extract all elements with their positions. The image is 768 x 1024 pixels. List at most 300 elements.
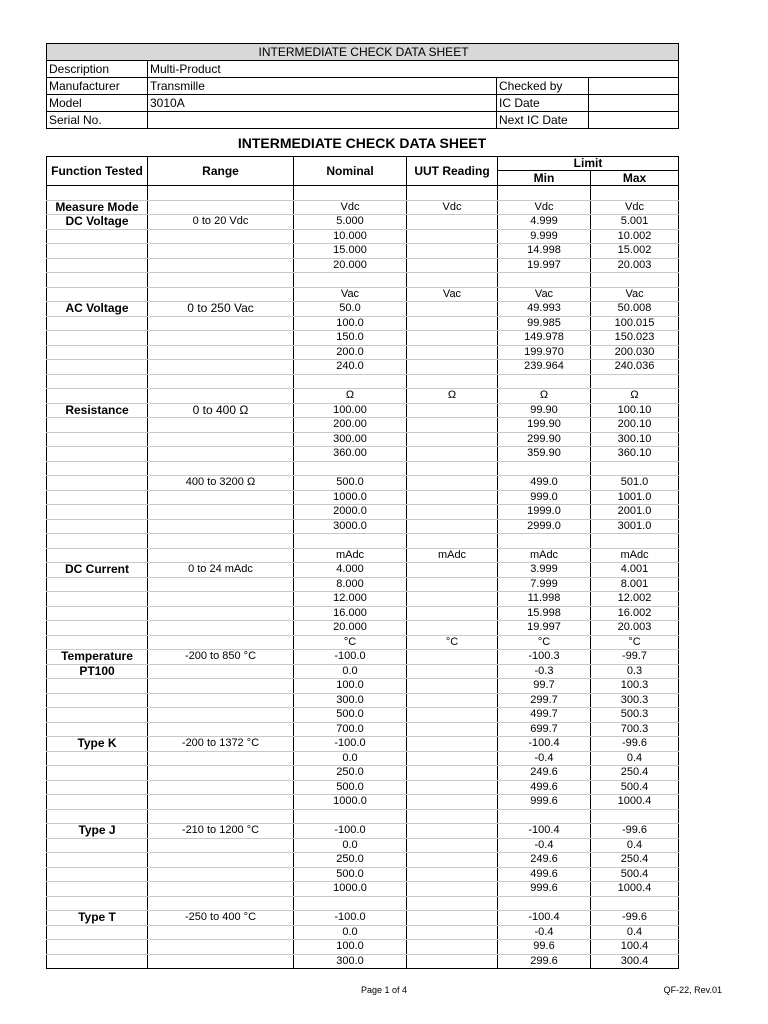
ic-date-value[interactable] [589, 95, 679, 112]
checked-by-label: Checked by [497, 78, 589, 95]
table-row [47, 461, 679, 476]
cell-min: 14.998 [498, 244, 591, 259]
cell-function [47, 751, 148, 766]
cell-range [148, 316, 294, 331]
cell-nominal: 300.0 [294, 954, 407, 969]
cell-uut-reading[interactable] [407, 737, 498, 752]
cell-max: -99.6 [591, 737, 679, 752]
cell-min: 4.999 [498, 215, 591, 230]
cell-min: 99.6 [498, 940, 591, 955]
check-data-table [46, 156, 679, 969]
cell-nominal [294, 534, 407, 549]
table-row [47, 838, 679, 853]
checked-by-value[interactable] [589, 78, 679, 95]
cell-uut-reading[interactable] [407, 345, 498, 360]
table-row [47, 215, 679, 230]
cell-min: -0.4 [498, 925, 591, 940]
cell-uut-reading[interactable] [407, 838, 498, 853]
cell-uut-reading[interactable] [407, 302, 498, 317]
table-row [47, 737, 679, 752]
cell-uut-reading[interactable] [407, 418, 498, 433]
cell-max: 501.0 [591, 476, 679, 491]
table-row [47, 316, 679, 331]
cell-max: 15.002 [591, 244, 679, 259]
table-row [47, 882, 679, 897]
cell-nominal: 360.00 [294, 447, 407, 462]
table-row [47, 548, 679, 563]
cell-uut-reading[interactable] [407, 186, 498, 201]
cell-uut-reading[interactable] [407, 331, 498, 346]
cell-max: 150.023 [591, 331, 679, 346]
table-row [47, 911, 679, 926]
cell-nominal: 0.0 [294, 838, 407, 853]
cell-max: 1000.4 [591, 795, 679, 810]
cell-function [47, 896, 148, 911]
form-number: QF-22, Rev.01 [663, 985, 722, 995]
cell-nominal: 2000.0 [294, 505, 407, 520]
cell-function: DC Current [47, 563, 148, 578]
cell-min: 499.7 [498, 708, 591, 723]
cell-uut-reading[interactable] [407, 708, 498, 723]
cell-function [47, 229, 148, 244]
cell-nominal: 1000.0 [294, 490, 407, 505]
col-header-limit: Limit [498, 157, 679, 171]
cell-function [47, 360, 148, 375]
table-row [47, 925, 679, 940]
cell-nominal: 200.00 [294, 418, 407, 433]
cell-range [148, 418, 294, 433]
table-row [47, 954, 679, 969]
cell-max: Ω [591, 389, 679, 404]
cell-range [148, 809, 294, 824]
cell-function [47, 258, 148, 273]
cell-min: 699.7 [498, 722, 591, 737]
cell-uut-reading[interactable] [407, 403, 498, 418]
cell-uut-reading[interactable]: Vdc [407, 200, 498, 215]
cell-uut-reading[interactable] [407, 577, 498, 592]
cell-function [47, 925, 148, 940]
cell-function [47, 853, 148, 868]
cell-min: 99.7 [498, 679, 591, 694]
cell-nominal: 100.0 [294, 940, 407, 955]
cell-nominal: Vdc [294, 200, 407, 215]
table-row [47, 229, 679, 244]
cell-min: 11.998 [498, 592, 591, 607]
cell-uut-reading[interactable] [407, 853, 498, 868]
cell-range [148, 853, 294, 868]
table-row [47, 940, 679, 955]
cell-range [148, 838, 294, 853]
table-row [47, 186, 679, 201]
cell-function [47, 389, 148, 404]
table-row [47, 867, 679, 882]
table-row [47, 287, 679, 302]
cell-uut-reading[interactable] [407, 519, 498, 534]
cell-max: 3001.0 [591, 519, 679, 534]
cell-min: 149.978 [498, 331, 591, 346]
table-row [47, 360, 679, 375]
cell-range [148, 447, 294, 462]
cell-nominal: 5.000 [294, 215, 407, 230]
table-row [47, 577, 679, 592]
cell-uut-reading[interactable] [407, 780, 498, 795]
table-row [47, 273, 679, 288]
cell-max [591, 273, 679, 288]
cell-uut-reading[interactable] [407, 795, 498, 810]
cell-uut-reading[interactable] [407, 882, 498, 897]
cell-function [47, 374, 148, 389]
cell-uut-reading[interactable]: mAdc [407, 548, 498, 563]
table-row [47, 505, 679, 520]
cell-min: 499.0 [498, 476, 591, 491]
cell-uut-reading[interactable] [407, 215, 498, 230]
cell-nominal: 8.000 [294, 577, 407, 592]
cell-max: Vac [591, 287, 679, 302]
cell-function: Type T [47, 911, 148, 926]
cell-range [148, 273, 294, 288]
cell-max: 4.001 [591, 563, 679, 578]
cell-function [47, 795, 148, 810]
table-row [47, 853, 679, 868]
cell-uut-reading[interactable] [407, 809, 498, 824]
cell-max: 360.10 [591, 447, 679, 462]
cell-range [148, 954, 294, 969]
cell-min: 49.993 [498, 302, 591, 317]
cell-max: 700.3 [591, 722, 679, 737]
table-row [47, 432, 679, 447]
cell-function [47, 621, 148, 636]
col-header-nominal: Nominal [294, 157, 407, 186]
cell-function: Temperature [47, 650, 148, 665]
cell-range: 400 to 3200 Ω [148, 476, 294, 491]
cell-min [498, 186, 591, 201]
cell-max: 12.002 [591, 592, 679, 607]
cell-min: 3.999 [498, 563, 591, 578]
table-row [47, 447, 679, 462]
cell-nominal: 500.0 [294, 867, 407, 882]
cell-min [498, 461, 591, 476]
data-body [47, 186, 679, 969]
table-row [47, 766, 679, 781]
cell-max: 300.10 [591, 432, 679, 447]
table-row [47, 389, 679, 404]
cell-uut-reading[interactable] [407, 606, 498, 621]
cell-function [47, 606, 148, 621]
col-header-max: Max [591, 171, 679, 186]
cell-nominal: Vac [294, 287, 407, 302]
cell-min: Vac [498, 287, 591, 302]
cell-max: 100.015 [591, 316, 679, 331]
cell-range [148, 186, 294, 201]
cell-min: 19.997 [498, 258, 591, 273]
cell-max: 20.003 [591, 621, 679, 636]
cell-uut-reading[interactable] [407, 490, 498, 505]
cell-uut-reading[interactable] [407, 534, 498, 549]
cell-min [498, 273, 591, 288]
cell-max: 1001.0 [591, 490, 679, 505]
cell-function [47, 592, 148, 607]
cell-uut-reading[interactable]: Ω [407, 389, 498, 404]
cell-function [47, 476, 148, 491]
cell-max: Vdc [591, 200, 679, 215]
table-row [47, 592, 679, 607]
table-row [47, 635, 679, 650]
cell-range [148, 751, 294, 766]
cell-uut-reading[interactable] [407, 273, 498, 288]
cell-max: -99.7 [591, 650, 679, 665]
cell-uut-reading[interactable] [407, 374, 498, 389]
cell-nominal: 16.000 [294, 606, 407, 621]
cell-uut-reading[interactable] [407, 751, 498, 766]
cell-max: 300.4 [591, 954, 679, 969]
cell-max: 250.4 [591, 853, 679, 868]
cell-nominal: 100.0 [294, 679, 407, 694]
cell-range [148, 258, 294, 273]
cell-range: -200 to 1372 °C [148, 737, 294, 752]
cell-range [148, 548, 294, 563]
cell-range [148, 244, 294, 259]
cell-range [148, 693, 294, 708]
cell-nominal: 10.000 [294, 229, 407, 244]
cell-range: -250 to 400 °C [148, 911, 294, 926]
cell-nominal: -100.0 [294, 737, 407, 752]
cell-nominal: 1000.0 [294, 882, 407, 897]
cell-uut-reading[interactable] [407, 229, 498, 244]
cell-uut-reading[interactable] [407, 896, 498, 911]
cell-function: Resistance [47, 403, 148, 418]
table-row [47, 809, 679, 824]
cell-nominal [294, 374, 407, 389]
cell-nominal: 100.0 [294, 316, 407, 331]
cell-max: 0.4 [591, 925, 679, 940]
cell-uut-reading[interactable] [407, 592, 498, 607]
cell-nominal: 4.000 [294, 563, 407, 578]
table-row [47, 896, 679, 911]
cell-nominal [294, 896, 407, 911]
cell-max: 500.3 [591, 708, 679, 723]
cell-range [148, 780, 294, 795]
cell-min: 499.6 [498, 867, 591, 882]
cell-nominal [294, 461, 407, 476]
cell-min [498, 809, 591, 824]
cell-max: -99.6 [591, 911, 679, 926]
cell-uut-reading[interactable] [407, 679, 498, 694]
cell-uut-reading[interactable] [407, 621, 498, 636]
cell-max [591, 809, 679, 824]
cell-range [148, 331, 294, 346]
cell-nominal: 200.0 [294, 345, 407, 360]
cell-min: 99.985 [498, 316, 591, 331]
cell-function [47, 940, 148, 955]
cell-min: Vdc [498, 200, 591, 215]
cell-nominal: mAdc [294, 548, 407, 563]
cell-uut-reading[interactable] [407, 447, 498, 462]
cell-range [148, 534, 294, 549]
cell-nominal [294, 809, 407, 824]
cell-max: 100.3 [591, 679, 679, 694]
cell-uut-reading[interactable] [407, 693, 498, 708]
table-row [47, 244, 679, 259]
cell-max: 8.001 [591, 577, 679, 592]
manufacturer-value[interactable]: Transmille [148, 78, 497, 95]
cell-uut-reading[interactable] [407, 244, 498, 259]
cell-function [47, 331, 148, 346]
cell-min: 7.999 [498, 577, 591, 592]
serial-value[interactable] [148, 112, 497, 129]
cell-range: 0 to 24 mAdc [148, 563, 294, 578]
cell-max [591, 461, 679, 476]
cell-uut-reading[interactable] [407, 766, 498, 781]
cell-range [148, 432, 294, 447]
cell-nominal: 0.0 [294, 751, 407, 766]
cell-min: -100.3 [498, 650, 591, 665]
cell-min: mAdc [498, 548, 591, 563]
cell-function [47, 635, 148, 650]
cell-range [148, 374, 294, 389]
cell-max: 1000.4 [591, 882, 679, 897]
table-row [47, 403, 679, 418]
cell-max [591, 534, 679, 549]
cell-function [47, 780, 148, 795]
cell-max [591, 374, 679, 389]
cell-uut-reading[interactable] [407, 258, 498, 273]
cell-min: 359.90 [498, 447, 591, 462]
cell-uut-reading[interactable] [407, 954, 498, 969]
page-number: Page 1 of 4 [360, 985, 408, 995]
cell-nominal: 20.000 [294, 621, 407, 636]
cell-uut-reading[interactable] [407, 925, 498, 940]
table-row [47, 534, 679, 549]
table-row [47, 780, 679, 795]
cell-min: 99.90 [498, 403, 591, 418]
cell-function [47, 273, 148, 288]
cell-max: -99.6 [591, 824, 679, 839]
cell-function [47, 244, 148, 259]
cell-max: 500.4 [591, 867, 679, 882]
cell-range [148, 389, 294, 404]
cell-nominal [294, 273, 407, 288]
table-row [47, 476, 679, 491]
cell-max: 100.4 [591, 940, 679, 955]
cell-function [47, 287, 148, 302]
table-row [47, 302, 679, 317]
cell-function [47, 679, 148, 694]
cell-min: 19.997 [498, 621, 591, 636]
description-value[interactable]: Multi-Product [148, 61, 679, 78]
cell-range [148, 360, 294, 375]
cell-max: 100.10 [591, 403, 679, 418]
cell-min: °C [498, 635, 591, 650]
cell-function [47, 838, 148, 853]
table-row [47, 751, 679, 766]
cell-uut-reading[interactable] [407, 476, 498, 491]
cell-max: 250.4 [591, 766, 679, 781]
cell-uut-reading[interactable] [407, 461, 498, 476]
cell-min: 249.6 [498, 766, 591, 781]
table-row [47, 258, 679, 273]
cell-min: 299.6 [498, 954, 591, 969]
cell-min [498, 896, 591, 911]
cell-range [148, 722, 294, 737]
cell-uut-reading[interactable] [407, 867, 498, 882]
cell-uut-reading[interactable] [407, 940, 498, 955]
cell-nominal: 1000.0 [294, 795, 407, 810]
cell-uut-reading[interactable] [407, 316, 498, 331]
cell-nominal: 300.0 [294, 693, 407, 708]
cell-uut-reading[interactable] [407, 824, 498, 839]
cell-uut-reading[interactable] [407, 650, 498, 665]
cell-max: 300.3 [591, 693, 679, 708]
cell-nominal: 250.0 [294, 766, 407, 781]
cell-min: 999.6 [498, 882, 591, 897]
cell-nominal: -100.0 [294, 911, 407, 926]
cell-range [148, 925, 294, 940]
next-ic-date-value[interactable] [589, 112, 679, 129]
cell-max [591, 186, 679, 201]
table-row [47, 693, 679, 708]
table-row [47, 606, 679, 621]
cell-function [47, 577, 148, 592]
main-title: INTERMEDIATE CHECK DATA SHEET [237, 135, 487, 151]
table-row [47, 418, 679, 433]
model-value[interactable]: 3010A [148, 95, 497, 112]
table-row [47, 722, 679, 737]
cell-nominal: -100.0 [294, 824, 407, 839]
cell-uut-reading[interactable]: °C [407, 635, 498, 650]
cell-min: -0.4 [498, 751, 591, 766]
manufacturer-label: Manufacturer [47, 78, 148, 95]
ic-date-label: IC Date [497, 95, 589, 112]
cell-uut-reading[interactable] [407, 505, 498, 520]
cell-range [148, 621, 294, 636]
table-row [47, 563, 679, 578]
cell-min: 2999.0 [498, 519, 591, 534]
cell-max: 16.002 [591, 606, 679, 621]
cell-min: 9.999 [498, 229, 591, 244]
cell-min [498, 534, 591, 549]
table-row [47, 345, 679, 360]
table-row [47, 664, 679, 679]
cell-uut-reading[interactable] [407, 911, 498, 926]
cell-min [498, 374, 591, 389]
cell-function [47, 418, 148, 433]
cell-uut-reading[interactable] [407, 360, 498, 375]
cell-min: -0.4 [498, 838, 591, 853]
cell-uut-reading[interactable] [407, 563, 498, 578]
description-label: Description [47, 61, 148, 78]
cell-function [47, 708, 148, 723]
cell-function [47, 693, 148, 708]
cell-function [47, 867, 148, 882]
cell-range [148, 940, 294, 955]
cell-nominal: 3000.0 [294, 519, 407, 534]
cell-nominal: 500.0 [294, 708, 407, 723]
table-row [47, 621, 679, 636]
cell-uut-reading[interactable] [407, 722, 498, 737]
cell-uut-reading[interactable] [407, 432, 498, 447]
cell-min: 999.0 [498, 490, 591, 505]
table-row [47, 824, 679, 839]
cell-uut-reading[interactable] [407, 664, 498, 679]
cell-max: 200.10 [591, 418, 679, 433]
cell-uut-reading[interactable]: Vac [407, 287, 498, 302]
col-header-range: Range [148, 157, 294, 186]
cell-function: Type K [47, 737, 148, 752]
cell-min: 239.964 [498, 360, 591, 375]
cell-min: 499.6 [498, 780, 591, 795]
cell-range [148, 345, 294, 360]
table-row [47, 374, 679, 389]
